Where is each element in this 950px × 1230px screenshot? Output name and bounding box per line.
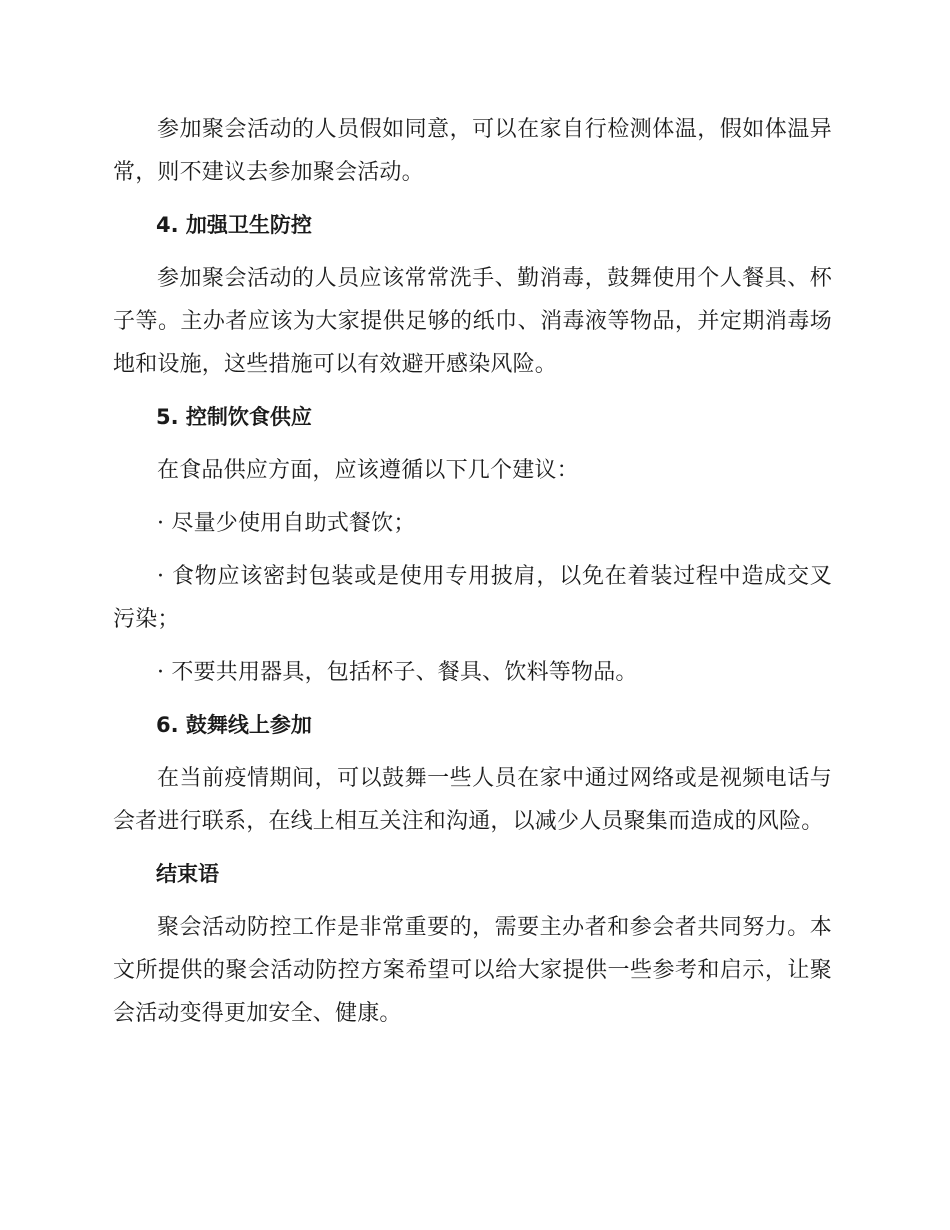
bullet-item: · 不要共用器具，包括杯子、餐具、饮料等物品。 (157, 660, 638, 685)
paragraph-conclusion: 聚会活动防控工作是非常重要的，需要主办者和参会者共同努力。本文所提供的聚会活动防控方案希望可以给大家提供一些参考和启示，让聚会活动变得更加安全、健康。 (113, 915, 832, 1026)
heading-food-supply: 5. 控制饮食供应 (156, 405, 312, 429)
paragraph-temperature-check: 参加聚会活动的人员假如同意，可以在家自行检测体温，假如体温异常，则不建议去参加聚会活动。 (113, 117, 832, 185)
bullet-item: · 食物应该密封包装或是使用专用披肩，以免在着装过程中造成交叉污染； (113, 564, 832, 632)
heading-online: 6. 鼓舞线上参加 (156, 713, 312, 737)
heading-hygiene: 4. 加强卫生防控 (156, 213, 312, 237)
paragraph-online: 在当前疫情期间，可以鼓舞一些人员在家中通过网络或是视频电话与会者进行联系，在线上相互关注和沟通，以减少人员聚集而造成的风险。 (113, 766, 832, 834)
heading-conclusion: 结束语 (156, 862, 219, 886)
paragraph-hygiene: 参加聚会活动的人员应该常常洗手、勤消毒，鼓舞使用个人餐具、杯子等。主办者应该为大家提供足够的纸巾、消毒液等物品，并定期消毒场地和设施，这些措施可以有效避开感染风险。 (113, 266, 832, 377)
bullet-item: · 尽量少使用自助式餐饮； (157, 511, 416, 536)
paragraph-food-intro: 在食品供应方面，应该遵循以下几个建议： (157, 458, 579, 483)
